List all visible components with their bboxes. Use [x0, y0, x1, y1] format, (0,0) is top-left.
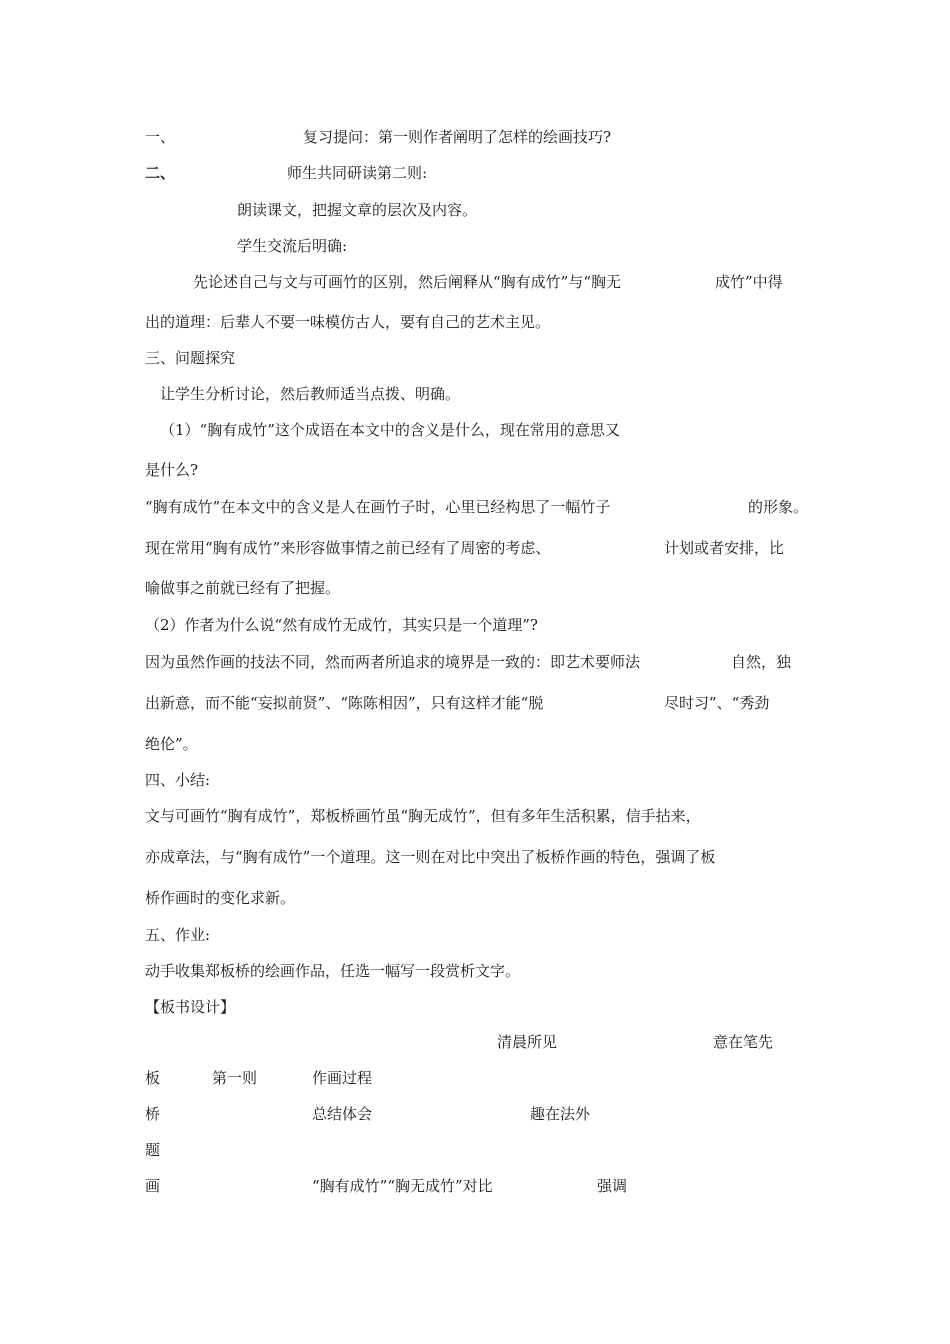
- board-zuohua: 作画过程: [312, 1069, 373, 1087]
- answer2-line2-a: 出新意，而不能“妄拟前贤”、“陈陈相因”，只有这样才能“脱: [145, 694, 544, 712]
- answer1-line1-b: 的形象。: [748, 498, 809, 516]
- answer2-line1-a: 因为虽然作画的技法不同，然而两者所追求的境界是一致的：即艺术要师法: [145, 653, 641, 671]
- section2-para-line2: 出的道理：后辈人不要一味模仿古人，要有自己的艺术主见。: [145, 313, 551, 331]
- board-heading: 【板书设计】: [145, 998, 236, 1016]
- section2-para-line1-a: 先论述自己与文与可画竹的区别，然后阐释从“胸有成竹”与“胸无: [193, 273, 622, 291]
- section3-intro: 让学生分析讨论，然后教师适当点拨、明确。: [160, 385, 461, 403]
- board-yizai: 意在笔先: [713, 1033, 774, 1051]
- board-diyize: 第一则: [212, 1069, 258, 1087]
- answer1-line1-a: “胸有成竹”在本文中的含义是人在画竹子时，心里已经构思了一幅竹子: [145, 498, 611, 516]
- board-char-ban: 板: [145, 1069, 161, 1087]
- answer1-line3: 喻做事之前就已经有了把握。: [145, 579, 341, 597]
- question2: （2）作者为什么说“然有成竹无成竹，其实只是一个道理”?: [145, 616, 538, 634]
- board-qingchen: 清晨所见: [497, 1033, 558, 1051]
- board-char-hua: 画: [145, 1177, 161, 1195]
- answer2-line2-b: 尽时习”、“秀劲: [664, 694, 770, 712]
- section2-text: 师生共同研读第二则:: [287, 164, 428, 182]
- answer2-line3: 绝伦”。: [145, 735, 198, 753]
- board-char-ti: 题: [145, 1141, 161, 1159]
- section2-number: 二、: [145, 164, 176, 182]
- board-qiangdiao: 强调: [597, 1177, 628, 1195]
- section3-heading: 三、问题探究: [145, 349, 236, 367]
- section1-number: 一、: [145, 128, 176, 146]
- summary-line2: 亦成章法，与“胸有成竹”一个道理。这一则在对比中突出了板桥作画的特色，强调了板: [145, 848, 716, 866]
- summary-line1: 文与可画竹“胸有成竹”，郑板桥画竹虽“胸无成竹”，但有多年生活积累，信手拈来，: [145, 807, 701, 825]
- question1-line2: 是什么?: [145, 461, 199, 479]
- section5-heading: 五、作业:: [145, 926, 211, 944]
- section1-text: 复习提问：第一则作者阐明了怎样的绘画技巧?: [303, 128, 612, 146]
- question1-line1: （1）“胸有成竹”这个成语在本文中的含义是什么，现在常用的意思又: [160, 421, 620, 439]
- section2-sub2: 学生交流后明确:: [237, 237, 348, 255]
- answer1-line2-b: 计划或者安排，比: [664, 539, 785, 557]
- board-char-qiao: 桥: [145, 1105, 161, 1123]
- summary-line3: 桥作画时的变化求新。: [145, 889, 296, 907]
- answer2-line1-b: 自然，独: [731, 653, 792, 671]
- section2-para-line1-b: 成竹”中得: [715, 273, 783, 291]
- board-zongjie: 总结体会: [312, 1105, 373, 1123]
- board-duibi: “胸有成竹”“胸无成竹”对比: [312, 1177, 493, 1195]
- section4-heading: 四、小结:: [145, 771, 211, 789]
- homework-text: 动手收集郑板桥的绘画作品，任选一幅写一段赏析文字。: [145, 962, 521, 980]
- board-quzai: 趣在法外: [530, 1105, 591, 1123]
- answer1-line2-a: 现在常用“胸有成竹”来形容做事情之前已经有了周密的考虑、: [145, 539, 551, 557]
- section2-sub1: 朗读课文，把握文章的层次及内容。: [237, 201, 478, 219]
